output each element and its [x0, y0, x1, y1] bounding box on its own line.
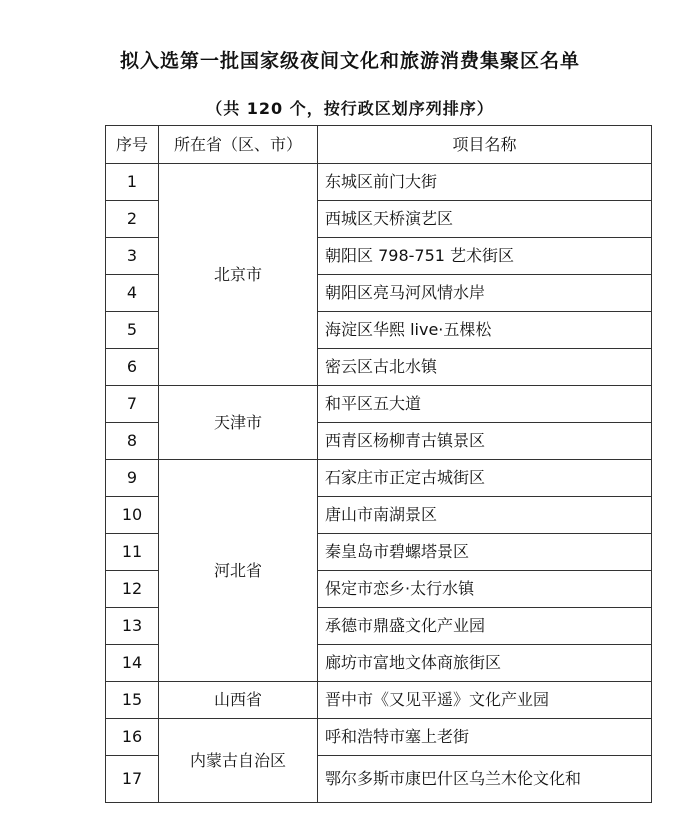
row-serial-number: 17 — [106, 756, 159, 803]
project-name-cell: 朝阳区亮马河风情水岸 — [318, 275, 652, 312]
row-serial-number: 7 — [106, 386, 159, 423]
province-cell: 内蒙古自治区 — [159, 719, 318, 803]
project-name-cell: 海淀区华熙 live·五棵松 — [318, 312, 652, 349]
table-row — [106, 386, 652, 423]
row-serial-number: 2 — [106, 201, 159, 238]
row-serial-number: 14 — [106, 645, 159, 682]
project-name-cell: 石家庄市正定古城街区 — [318, 460, 652, 497]
document-title: 拟入选第一批国家级夜间文化和旅游消费集聚区名单 — [119, 50, 580, 72]
province-cell: 山西省 — [159, 682, 318, 719]
row-serial-number: 9 — [106, 460, 159, 497]
district-list-table — [105, 125, 652, 803]
header-province: 所在省（区、市） — [159, 126, 318, 164]
row-serial-number: 1 — [106, 164, 159, 201]
row-serial-number: 4 — [106, 275, 159, 312]
province-cell: 河北省 — [159, 460, 318, 682]
row-serial-number: 13 — [106, 608, 159, 645]
document-subtitle: （共 120 个，按行政区划序列排序） — [206, 99, 494, 118]
row-serial-number: 12 — [106, 571, 159, 608]
row-serial-number: 8 — [106, 423, 159, 460]
row-serial-number: 6 — [106, 349, 159, 386]
project-name-cell: 和平区五大道 — [318, 386, 652, 423]
row-serial-number: 5 — [106, 312, 159, 349]
table-row — [106, 164, 652, 201]
project-name-cell: 晋中市《又见平遥》文化产业园 — [318, 682, 652, 719]
table-body — [106, 164, 652, 803]
header-project-name: 项目名称 — [318, 126, 652, 164]
row-serial-number: 15 — [106, 682, 159, 719]
project-name-cell: 承德市鼎盛文化产业园 — [318, 608, 652, 645]
project-name-cell: 密云区古北水镇 — [318, 349, 652, 386]
row-serial-number: 16 — [106, 719, 159, 756]
project-name-cell: 西城区天桥演艺区 — [318, 201, 652, 238]
project-name-cell: 唐山市南湖景区 — [318, 497, 652, 534]
province-cell: 北京市 — [159, 164, 318, 386]
project-name-cell: 鄂尔多斯市康巴什区乌兰木伦文化和 — [318, 756, 652, 803]
project-name-cell: 西青区杨柳青古镇景区 — [318, 423, 652, 460]
table-row — [106, 460, 652, 497]
project-name-cell: 东城区前门大街 — [318, 164, 652, 201]
table-header-row — [106, 126, 652, 164]
row-serial-number: 3 — [106, 238, 159, 275]
province-cell: 天津市 — [159, 386, 318, 460]
row-serial-number: 10 — [106, 497, 159, 534]
table-row — [106, 682, 652, 719]
project-name-cell: 呼和浩特市塞上老街 — [318, 719, 652, 756]
project-name-cell: 保定市恋乡·太行水镇 — [318, 571, 652, 608]
row-serial-number: 11 — [106, 534, 159, 571]
table-row — [106, 719, 652, 756]
header-serial-number: 序号 — [106, 126, 159, 164]
project-name-cell: 廊坊市富地文体商旅街区 — [318, 645, 652, 682]
project-name-cell: 秦皇岛市碧螺塔景区 — [318, 534, 652, 571]
project-name-cell: 朝阳区 798-751 艺术街区 — [318, 238, 652, 275]
